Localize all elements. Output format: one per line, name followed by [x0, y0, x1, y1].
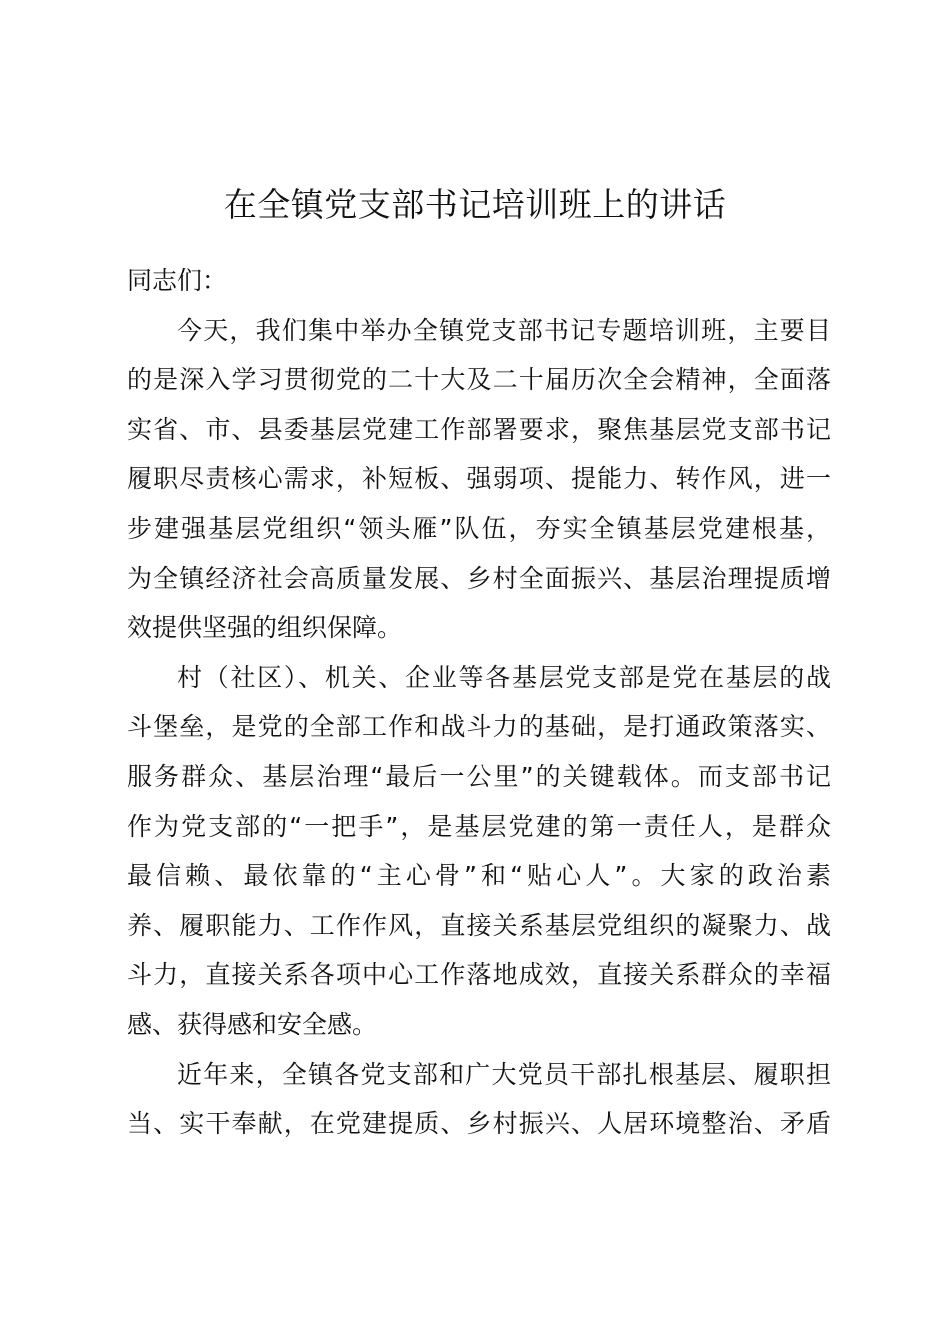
paragraph-1	[127, 306, 831, 653]
text-line: 养、履职能力、工作作风，直接关系基层党组织的凝聚力、战	[127, 910, 831, 940]
text-line: 当、实干奉献，在党建提质、乡村振兴、人居环境整治、矛盾	[127, 1109, 831, 1139]
text-line: 最信赖、最依靠的“主心骨”和“贴心人”。大家的政治素	[127, 861, 831, 891]
text-line: 服务群众、基层治理“最后一公里”的关键载体。而支部书记	[127, 761, 831, 791]
document-body	[127, 256, 831, 1149]
text-line: 近年来，全镇各党支部和广大党员干部扎根基层、履职担	[177, 1059, 831, 1089]
text-line: 作为党支部的“一把手”，是基层党建的第一责任人，是群众	[127, 811, 831, 841]
text-line: 斗堡垒，是党的全部工作和战斗力的基础，是打通政策落实、	[127, 712, 831, 742]
text-line: 为全镇经济社会高质量发展、乡村全面振兴、基层治理提质增	[127, 563, 831, 593]
text-line: 实省、市、县委基层党建工作部署要求，聚焦基层党支部书记	[127, 414, 831, 444]
text-line: 村（社区）、机关、企业等各基层党支部是党在基层的战	[177, 662, 831, 692]
text-line: 效提供坚强的组织保障。	[127, 613, 403, 643]
text-line: 斗力，直接关系各项中心工作落地成效，直接关系群众的幸福	[127, 960, 831, 990]
text-line: 的是深入学习贯彻党的二十大及二十届历次全会精神，全面落	[127, 365, 831, 395]
text-line: 履职尽责核心需求，补短板、强弱项、提能力、转作风，进一	[127, 464, 831, 494]
text-line: 今天，我们集中举办全镇党支部书记专题培训班，主要目	[177, 315, 831, 345]
text-line: 感、获得感和安全感。	[127, 1009, 378, 1039]
paragraph-2	[127, 653, 831, 1050]
text-line: 步建强基层党组织“领头雁”队伍，夯实全镇基层党建根基，	[127, 513, 831, 543]
document-title: 在全镇党支部书记培训班上的讲话	[223, 185, 727, 224]
salutation: 同志们：	[127, 266, 228, 295]
paragraph-3	[127, 1050, 831, 1149]
